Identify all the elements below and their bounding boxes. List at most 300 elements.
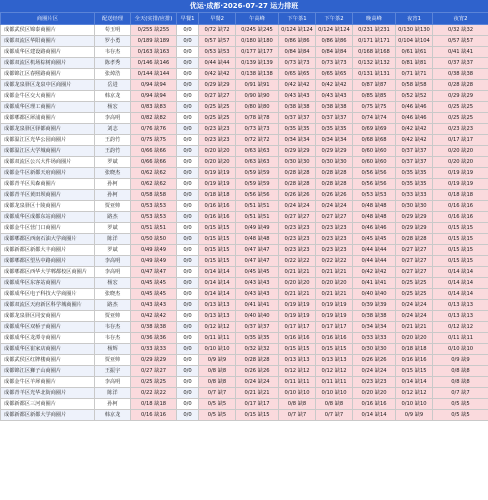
- cell-night1[interactable]: 0/42 缺42: [396, 124, 433, 135]
- cell-breakfast2[interactable]: 0/15 缺15: [199, 234, 236, 245]
- cell-manager[interactable]: 刘志: [95, 124, 131, 135]
- cell-lunch[interactable]: 0/24 缺24: [236, 377, 279, 388]
- cell-breakfast1[interactable]: 0/0: [177, 201, 199, 212]
- cell-night1[interactable]: 0/58 缺58: [396, 80, 433, 91]
- cell-tea1[interactable]: 0/23 缺23: [279, 245, 316, 256]
- cell-tea1[interactable]: 0/21 缺21: [279, 267, 316, 278]
- cell-manager[interactable]: 罗斌: [95, 223, 131, 234]
- cell-dinner[interactable]: 0/60 缺60: [353, 146, 396, 157]
- cell-breakfast1[interactable]: 0/0: [177, 113, 199, 124]
- cell-breakfast2[interactable]: 0/5 缺5: [199, 410, 236, 421]
- cell-breakfast2[interactable]: 0/20 缺20: [199, 146, 236, 157]
- cell-night1[interactable]: 0/25 缺25: [396, 289, 433, 300]
- cell-manager[interactable]: 贾亚帅: [95, 201, 131, 212]
- cell-tea1[interactable]: 0/7 缺7: [279, 410, 316, 421]
- cell-dinner[interactable]: 0/30 缺30: [353, 344, 396, 355]
- table-row[interactable]: [1, 91, 488, 102]
- cell-tea1[interactable]: 0/21 缺21: [279, 289, 316, 300]
- table-row[interactable]: [1, 168, 488, 179]
- table-row[interactable]: [1, 36, 488, 47]
- cell-tea2[interactable]: 0/28 缺28: [316, 168, 353, 179]
- cell-lunch[interactable]: 0/40 缺40: [236, 311, 279, 322]
- table-row[interactable]: [1, 355, 488, 366]
- cell-dinner[interactable]: 0/16 缺16: [353, 399, 396, 410]
- table-row[interactable]: [1, 300, 488, 311]
- cell-area[interactable]: 成都成华区龙潭寺商圈片: [1, 333, 95, 344]
- cell-lunch[interactable]: 0/56 缺56: [236, 190, 279, 201]
- cell-manager[interactable]: 陈孝秀: [95, 58, 131, 69]
- cell-lunch[interactable]: 0/138 缺138: [236, 69, 279, 80]
- cell-breakfast1[interactable]: 0/0: [177, 135, 199, 146]
- cell-breakfast2[interactable]: 0/13 缺13: [199, 311, 236, 322]
- cell-tea1[interactable]: 0/22 缺22: [279, 256, 316, 267]
- cell-area[interactable]: 成都成华区建设路商圈片: [1, 47, 95, 58]
- table-row[interactable]: [1, 58, 488, 69]
- cell-tea1[interactable]: 0/12 缺12: [279, 366, 316, 377]
- cell-night1[interactable]: 0/25 缺25: [396, 278, 433, 289]
- cell-manager[interactable]: 王振宇: [95, 366, 131, 377]
- cell-lunch[interactable]: 0/45 缺45: [236, 267, 279, 278]
- cell-area[interactable]: 成都成华区理工商圈片: [1, 102, 95, 113]
- cell-tea1[interactable]: 0/86 缺86: [279, 36, 316, 47]
- cell-area[interactable]: 成都金牛区羊犀商圈片: [1, 377, 95, 388]
- cell-dinner[interactable]: 0/23 缺23: [353, 377, 396, 388]
- cell-night1[interactable]: 0/81 缺81: [396, 58, 433, 69]
- table-row[interactable]: [1, 190, 488, 201]
- cell-day[interactable]: 0/36 缺36: [131, 333, 177, 344]
- cell-manager[interactable]: 李高明: [95, 256, 131, 267]
- cell-breakfast1[interactable]: 0/0: [177, 102, 199, 113]
- cell-tea2[interactable]: 0/20 缺20: [316, 278, 353, 289]
- cell-lunch[interactable]: 0/51 缺51: [236, 212, 279, 223]
- cell-night1[interactable]: 0/18 缺18: [396, 344, 433, 355]
- cell-night2[interactable]: 0/8 缺8: [433, 366, 488, 377]
- cell-night1[interactable]: 0/46 缺46: [396, 113, 433, 124]
- cell-night2[interactable]: 0/28 缺28: [433, 80, 488, 91]
- cell-dinner[interactable]: 0/56 缺56: [353, 168, 396, 179]
- cell-area[interactable]: 成都新都区新都大学商圈片: [1, 410, 95, 421]
- cell-lunch[interactable]: 0/245 缺245: [236, 25, 279, 36]
- cell-tea2[interactable]: 0/26 缺26: [316, 190, 353, 201]
- cell-breakfast1[interactable]: 0/0: [177, 47, 199, 58]
- cell-night2[interactable]: 0/17 缺17: [433, 135, 488, 146]
- table-row[interactable]: [1, 135, 488, 146]
- cell-manager[interactable]: 张焯浩: [95, 69, 131, 80]
- cell-night1[interactable]: 0/35 缺35: [396, 179, 433, 190]
- cell-night1[interactable]: 0/27 缺27: [396, 256, 433, 267]
- cell-area[interactable]: 成都龙泉驿区龙泉中区商圈片: [1, 80, 95, 91]
- cell-tea2[interactable]: 0/34 缺34: [316, 135, 353, 146]
- cell-breakfast1[interactable]: 0/0: [177, 212, 199, 223]
- cell-area[interactable]: 成都双流区华阳商圈片: [1, 36, 95, 47]
- cell-night2[interactable]: 0/14 缺14: [433, 278, 488, 289]
- cell-manager[interactable]: 杨辉: [95, 344, 131, 355]
- cell-tea1[interactable]: 0/23 缺23: [279, 234, 316, 245]
- cell-day[interactable]: 0/83 缺83: [131, 102, 177, 113]
- cell-lunch[interactable]: 0/47 缺47: [236, 256, 279, 267]
- table-row[interactable]: [1, 322, 488, 333]
- cell-area[interactable]: 成都青羊区黄田坝商圈片: [1, 190, 95, 201]
- cell-day[interactable]: 0/47 缺47: [131, 267, 177, 278]
- cell-area[interactable]: 成都成华区成都东站商圈片: [1, 212, 95, 223]
- cell-dinner[interactable]: 0/69 缺69: [353, 124, 396, 135]
- cell-night1[interactable]: 0/29 缺29: [396, 212, 433, 223]
- cell-tea1[interactable]: 0/19 缺19: [279, 300, 316, 311]
- cell-breakfast2[interactable]: 0/7 缺7: [199, 388, 236, 399]
- cell-lunch[interactable]: 0/72 缺72: [236, 135, 279, 146]
- cell-day[interactable]: 0/62 缺62: [131, 168, 177, 179]
- cell-tea1[interactable]: 0/43 缺43: [279, 91, 316, 102]
- cell-day[interactable]: 0/18 缺18: [131, 399, 177, 410]
- cell-area[interactable]: 成都武侯区红牌楼商圈片: [1, 355, 95, 366]
- cell-lunch[interactable]: 0/26 缺26: [236, 366, 279, 377]
- cell-breakfast2[interactable]: 0/18 缺18: [199, 190, 236, 201]
- cell-area[interactable]: 成都锦江区狮子山商圈片: [1, 366, 95, 377]
- cell-night1[interactable]: 0/10 缺10: [396, 399, 433, 410]
- cell-manager[interactable]: 陈洋: [95, 388, 131, 399]
- cell-day[interactable]: 0/82 缺82: [131, 113, 177, 124]
- cell-night2[interactable]: 0/18 缺18: [433, 190, 488, 201]
- cell-lunch[interactable]: 0/41 缺41: [236, 300, 279, 311]
- cell-area[interactable]: 成都双流区公兴大件场商圈片: [1, 157, 95, 168]
- table-row[interactable]: [1, 234, 488, 245]
- cell-dinner[interactable]: 0/40 缺40: [353, 289, 396, 300]
- cell-area[interactable]: 成都新都区三河商圈片: [1, 399, 95, 410]
- cell-tea2[interactable]: 0/10 缺10: [316, 388, 353, 399]
- cell-manager[interactable]: 韦存杰: [95, 47, 131, 58]
- cell-area[interactable]: 成都郫都区西华大学郫都校区商圈片: [1, 267, 95, 278]
- cell-breakfast2[interactable]: 0/14 缺14: [199, 267, 236, 278]
- cell-night2[interactable]: 0/25 缺25: [433, 113, 488, 124]
- cell-area[interactable]: 成都温江区光华公园商圈片: [1, 135, 95, 146]
- cell-lunch[interactable]: 0/63 缺63: [236, 146, 279, 157]
- cell-lunch[interactable]: 0/177 缺177: [236, 47, 279, 58]
- cell-tea2[interactable]: 0/28 缺28: [316, 179, 353, 190]
- col-header-lunch[interactable]: 午高峰: [236, 13, 279, 25]
- cell-tea2[interactable]: 0/38 缺38: [316, 102, 353, 113]
- cell-manager[interactable]: 孙柯: [95, 399, 131, 410]
- cell-area[interactable]: 成都龙泉驿区驿都商圈片: [1, 124, 95, 135]
- cell-dinner[interactable]: 0/26 缺26: [353, 355, 396, 366]
- cell-day[interactable]: 0/49 缺49: [131, 245, 177, 256]
- cell-lunch[interactable]: 0/139 缺139: [236, 58, 279, 69]
- cell-night1[interactable]: 0/29 缺29: [396, 223, 433, 234]
- cell-area[interactable]: 成都温江区大学城商圈片: [1, 146, 95, 157]
- cell-day[interactable]: 0/51 缺51: [131, 223, 177, 234]
- cell-day[interactable]: 0/163 缺163: [131, 47, 177, 58]
- cell-breakfast1[interactable]: 0/0: [177, 234, 199, 245]
- cell-night2[interactable]: 0/13 缺13: [433, 311, 488, 322]
- cell-tea2[interactable]: 0/21 缺21: [316, 289, 353, 300]
- cell-night2[interactable]: 0/9 缺9: [433, 355, 488, 366]
- cell-tea1[interactable]: 0/8 缺8: [279, 399, 316, 410]
- cell-tea2[interactable]: 0/19 缺19: [316, 300, 353, 311]
- cell-lunch[interactable]: 0/32 缺32: [236, 344, 279, 355]
- cell-tea2[interactable]: 0/15 缺15: [316, 344, 353, 355]
- cell-night1[interactable]: 0/27 缺27: [396, 245, 433, 256]
- cell-tea2[interactable]: 0/86 缺86: [316, 36, 353, 47]
- cell-breakfast1[interactable]: 0/0: [177, 289, 199, 300]
- table-row[interactable]: [1, 69, 488, 80]
- cell-dinner[interactable]: 0/34 缺34: [353, 322, 396, 333]
- cell-day[interactable]: 0/58 缺58: [131, 190, 177, 201]
- cell-area[interactable]: 成都成华区东客站商圈片: [1, 278, 95, 289]
- cell-tea1[interactable]: 0/16 缺16: [279, 333, 316, 344]
- cell-dinner[interactable]: 0/53 缺53: [353, 190, 396, 201]
- table-row[interactable]: [1, 289, 488, 300]
- cell-night2[interactable]: 0/16 缺16: [433, 201, 488, 212]
- cell-breakfast2[interactable]: 0/14 缺14: [199, 278, 236, 289]
- cell-day[interactable]: 0/53 缺53: [131, 201, 177, 212]
- cell-dinner[interactable]: 0/87 缺87: [353, 80, 396, 91]
- cell-tea1[interactable]: 0/65 缺65: [279, 69, 316, 80]
- cell-manager[interactable]: 韦存杰: [95, 322, 131, 333]
- table-row[interactable]: [1, 179, 488, 190]
- cell-breakfast2[interactable]: 0/15 缺15: [199, 245, 236, 256]
- cell-tea2[interactable]: 0/42 缺42: [316, 80, 353, 91]
- cell-tea1[interactable]: 0/37 缺37: [279, 113, 316, 124]
- cell-breakfast1[interactable]: 0/0: [177, 366, 199, 377]
- cell-tea2[interactable]: 0/12 缺12: [316, 366, 353, 377]
- cell-breakfast1[interactable]: 0/0: [177, 124, 199, 135]
- cell-day[interactable]: 0/25 缺25: [131, 377, 177, 388]
- cell-breakfast2[interactable]: 0/13 缺13: [199, 300, 236, 311]
- cell-area[interactable]: 成都成华区双桥子商圈片: [1, 322, 95, 333]
- cell-night2[interactable]: 0/15 缺15: [433, 234, 488, 245]
- cell-manager[interactable]: 苟玉明: [95, 25, 131, 36]
- cell-night1[interactable]: 0/9 缺9: [396, 410, 433, 421]
- cell-breakfast2[interactable]: 0/8 缺8: [199, 366, 236, 377]
- cell-manager[interactable]: 韦存杰: [95, 333, 131, 344]
- cell-day[interactable]: 0/75 缺75: [131, 135, 177, 146]
- cell-tea2[interactable]: 0/37 缺37: [316, 113, 353, 124]
- cell-day[interactable]: 0/38 缺38: [131, 322, 177, 333]
- cell-night2[interactable]: 0/14 缺14: [433, 289, 488, 300]
- cell-breakfast2[interactable]: 0/23 缺23: [199, 124, 236, 135]
- cell-day[interactable]: 0/50 缺50: [131, 234, 177, 245]
- cell-night1[interactable]: 0/104 缺104: [396, 36, 433, 47]
- cell-night1[interactable]: 0/42 缺42: [396, 135, 433, 146]
- cell-breakfast1[interactable]: 0/0: [177, 157, 199, 168]
- cell-area[interactable]: 成都成华区崔家店商圈片: [1, 344, 95, 355]
- cell-night1[interactable]: 0/30 缺30: [396, 201, 433, 212]
- cell-dinner[interactable]: 0/38 缺38: [353, 311, 396, 322]
- cell-day[interactable]: 0/62 缺62: [131, 179, 177, 190]
- col-header-tea2[interactable]: 下午茶2: [316, 13, 353, 25]
- cell-day[interactable]: 0/43 缺43: [131, 300, 177, 311]
- cell-day[interactable]: 0/66 缺66: [131, 146, 177, 157]
- cell-breakfast1[interactable]: 0/0: [177, 322, 199, 333]
- cell-manager[interactable]: 贾亚帅: [95, 355, 131, 366]
- cell-tea1[interactable]: 0/30 缺30: [279, 157, 316, 168]
- cell-night1[interactable]: 0/14 缺14: [396, 377, 433, 388]
- cell-night2[interactable]: 0/11 缺11: [433, 333, 488, 344]
- cell-night1[interactable]: 0/24 缺24: [396, 300, 433, 311]
- cell-tea2[interactable]: 0/23 缺23: [316, 245, 353, 256]
- table-row[interactable]: [1, 47, 488, 58]
- cell-tea2[interactable]: 0/43 缺43: [316, 91, 353, 102]
- cell-lunch[interactable]: 0/15 缺15: [236, 410, 279, 421]
- cell-breakfast2[interactable]: 0/11 缺11: [199, 333, 236, 344]
- col-header-manager[interactable]: 配送经理: [95, 13, 131, 25]
- cell-night1[interactable]: 0/37 缺37: [396, 146, 433, 157]
- cell-tea2[interactable]: 0/23 缺23: [316, 234, 353, 245]
- cell-dinner[interactable]: 0/44 缺44: [353, 245, 396, 256]
- cell-night2[interactable]: 0/29 缺29: [433, 91, 488, 102]
- table-row[interactable]: [1, 377, 488, 388]
- cell-tea1[interactable]: 0/11 缺11: [279, 377, 316, 388]
- cell-breakfast2[interactable]: 0/44 缺44: [199, 58, 236, 69]
- cell-dinner[interactable]: 0/39 缺39: [353, 300, 396, 311]
- cell-breakfast2[interactable]: 0/14 缺14: [199, 289, 236, 300]
- cell-manager[interactable]: 李高明: [95, 377, 131, 388]
- cell-tea1[interactable]: 0/19 缺19: [279, 311, 316, 322]
- cell-dinner[interactable]: 0/44 缺44: [353, 256, 396, 267]
- cell-night1[interactable]: 0/16 缺16: [396, 355, 433, 366]
- cell-manager[interactable]: 岳进: [95, 80, 131, 91]
- cell-manager[interactable]: 张晓杰: [95, 289, 131, 300]
- cell-tea2[interactable]: 0/21 缺21: [316, 267, 353, 278]
- cell-tea1[interactable]: 0/27 缺27: [279, 212, 316, 223]
- cell-breakfast1[interactable]: 0/0: [177, 333, 199, 344]
- table-row[interactable]: [1, 344, 488, 355]
- cell-area[interactable]: 成都成华区电子科技大学商圈片: [1, 289, 95, 300]
- cell-tea2[interactable]: 0/73 缺73: [316, 58, 353, 69]
- cell-night2[interactable]: 0/8 缺8: [433, 377, 488, 388]
- cell-dinner[interactable]: 0/46 缺46: [353, 223, 396, 234]
- cell-manager[interactable]: 韩京龙: [95, 410, 131, 421]
- cell-tea2[interactable]: 0/16 缺16: [316, 333, 353, 344]
- col-header-area[interactable]: 商圈片区: [1, 13, 95, 25]
- cell-night1[interactable]: 0/71 缺71: [396, 69, 433, 80]
- table-row[interactable]: [1, 223, 488, 234]
- cell-day[interactable]: 0/144 缺144: [131, 69, 177, 80]
- cell-night2[interactable]: 0/20 缺20: [433, 157, 488, 168]
- cell-dinner[interactable]: 0/48 缺48: [353, 201, 396, 212]
- cell-manager[interactable]: 孙柯: [95, 190, 131, 201]
- cell-dinner[interactable]: 0/168 缺168: [353, 47, 396, 58]
- cell-night2[interactable]: 0/15 缺15: [433, 256, 488, 267]
- cell-lunch[interactable]: 0/47 缺47: [236, 245, 279, 256]
- cell-breakfast2[interactable]: 0/29 缺29: [199, 80, 236, 91]
- cell-breakfast1[interactable]: 0/0: [177, 410, 199, 421]
- col-header-night2[interactable]: 夜宵2: [433, 13, 488, 25]
- table-row[interactable]: [1, 278, 488, 289]
- cell-breakfast2[interactable]: 0/16 缺16: [199, 212, 236, 223]
- cell-dinner[interactable]: 0/48 缺48: [353, 212, 396, 223]
- cell-manager[interactable]: 罗斌: [95, 157, 131, 168]
- cell-night2[interactable]: 0/15 缺15: [433, 223, 488, 234]
- cell-tea2[interactable]: 0/84 缺84: [316, 47, 353, 58]
- cell-tea2[interactable]: 0/19 缺19: [316, 311, 353, 322]
- cell-tea1[interactable]: 0/73 缺73: [279, 58, 316, 69]
- cell-night2[interactable]: 0/57 缺57: [433, 36, 488, 47]
- cell-breakfast2[interactable]: 0/19 缺19: [199, 179, 236, 190]
- cell-tea2[interactable]: 0/24 缺24: [316, 201, 353, 212]
- cell-area[interactable]: 成都郫都区犀浦商圈片: [1, 113, 95, 124]
- cell-tea2[interactable]: 0/7 缺7: [316, 410, 353, 421]
- cell-breakfast1[interactable]: 0/0: [177, 311, 199, 322]
- cell-breakfast2[interactable]: 0/9 缺9: [199, 355, 236, 366]
- cell-night1[interactable]: 0/33 缺33: [396, 190, 433, 201]
- cell-day[interactable]: 0/76 缺76: [131, 124, 177, 135]
- cell-tea1[interactable]: 0/24 缺24: [279, 201, 316, 212]
- cell-night2[interactable]: 0/20 缺20: [433, 146, 488, 157]
- cell-breakfast2[interactable]: 0/15 缺15: [199, 256, 236, 267]
- cell-tea1[interactable]: 0/35 缺35: [279, 124, 316, 135]
- cell-breakfast1[interactable]: 0/0: [177, 377, 199, 388]
- cell-lunch[interactable]: 0/80 缺80: [236, 102, 279, 113]
- cell-breakfast2[interactable]: 0/5 缺5: [199, 399, 236, 410]
- cell-night2[interactable]: 0/14 缺14: [433, 267, 488, 278]
- cell-tea2[interactable]: 0/30 缺30: [316, 157, 353, 168]
- cell-night1[interactable]: 0/46 缺46: [396, 102, 433, 113]
- cell-breakfast2[interactable]: 0/53 缺53: [199, 47, 236, 58]
- cell-tea1[interactable]: 0/26 缺26: [279, 190, 316, 201]
- cell-day[interactable]: 0/255 缺255: [131, 25, 177, 36]
- cell-tea1[interactable]: 0/20 缺20: [279, 278, 316, 289]
- cell-night1[interactable]: 0/21 缺21: [396, 322, 433, 333]
- cell-day[interactable]: 0/49 缺49: [131, 256, 177, 267]
- cell-tea1[interactable]: 0/38 缺38: [279, 102, 316, 113]
- cell-breakfast1[interactable]: 0/0: [177, 146, 199, 157]
- cell-dinner[interactable]: 0/60 缺60: [353, 157, 396, 168]
- cell-tea1[interactable]: 0/28 缺28: [279, 179, 316, 190]
- cell-night1[interactable]: 0/27 缺27: [396, 267, 433, 278]
- cell-tea1[interactable]: 0/17 缺17: [279, 322, 316, 333]
- cell-breakfast2[interactable]: 0/20 缺20: [199, 157, 236, 168]
- cell-area[interactable]: 成都郫都区西南石油大学商圈片: [1, 234, 95, 245]
- cell-tea2[interactable]: 0/124 缺124: [316, 25, 353, 36]
- cell-day[interactable]: 0/29 缺29: [131, 355, 177, 366]
- cell-breakfast2[interactable]: 0/42 缺42: [199, 69, 236, 80]
- cell-breakfast1[interactable]: 0/0: [177, 36, 199, 47]
- cell-night1[interactable]: 0/35 缺35: [396, 168, 433, 179]
- col-header-breakfast2[interactable]: 早餐2: [199, 13, 236, 25]
- cell-lunch[interactable]: 0/63 缺63: [236, 157, 279, 168]
- cell-night1[interactable]: 0/28 缺28: [396, 234, 433, 245]
- cell-night2[interactable]: 0/38 缺38: [433, 69, 488, 80]
- cell-breakfast1[interactable]: 0/0: [177, 69, 199, 80]
- cell-tea2[interactable]: 0/65 缺65: [316, 69, 353, 80]
- cell-night1[interactable]: 0/15 缺15: [396, 366, 433, 377]
- cell-night2[interactable]: 0/13 缺13: [433, 300, 488, 311]
- cell-tea1[interactable]: 0/84 缺84: [279, 47, 316, 58]
- cell-area[interactable]: 成都金牛区新都天府商圈片: [1, 168, 95, 179]
- cell-night2[interactable]: 0/23 缺23: [433, 124, 488, 135]
- cell-lunch[interactable]: 0/59 缺59: [236, 179, 279, 190]
- table-row[interactable]: [1, 245, 488, 256]
- cell-area[interactable]: 成都青羊区光华北街商圈片: [1, 388, 95, 399]
- cell-area[interactable]: 成都双流区机场棕树商圈片: [1, 58, 95, 69]
- cell-tea1[interactable]: 0/10 缺10: [279, 388, 316, 399]
- cell-tea2[interactable]: 0/8 缺8: [316, 399, 353, 410]
- cell-day[interactable]: 0/146 缺146: [131, 58, 177, 69]
- cell-night2[interactable]: 0/5 缺5: [433, 399, 488, 410]
- cell-manager[interactable]: 李高明: [95, 113, 131, 124]
- cell-tea1[interactable]: 0/13 缺13: [279, 355, 316, 366]
- cell-area[interactable]: 成都武侯区锦泰商圈片: [1, 25, 95, 36]
- cell-breakfast2[interactable]: 0/19 缺19: [199, 168, 236, 179]
- cell-breakfast1[interactable]: 0/0: [177, 25, 199, 36]
- cell-breakfast1[interactable]: 0/0: [177, 355, 199, 366]
- cell-lunch[interactable]: 0/43 缺43: [236, 289, 279, 300]
- cell-dinner[interactable]: 0/132 缺132: [353, 58, 396, 69]
- cell-lunch[interactable]: 0/73 缺73: [236, 124, 279, 135]
- cell-lunch[interactable]: 0/59 缺59: [236, 168, 279, 179]
- cell-breakfast1[interactable]: 0/0: [177, 278, 199, 289]
- cell-breakfast1[interactable]: 0/0: [177, 256, 199, 267]
